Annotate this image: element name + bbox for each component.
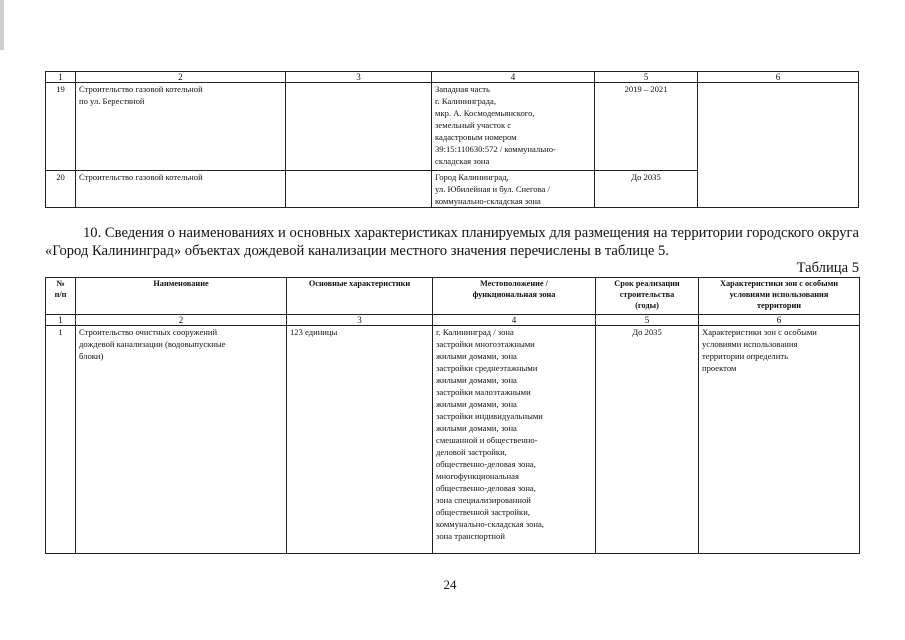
- column-number-row: [46, 315, 860, 326]
- column-number: 6: [699, 315, 860, 326]
- object-name: Строительство газовой котельной: [76, 171, 286, 208]
- header-zones: Характеристики зон с особыми условиями использования территории: [699, 278, 860, 315]
- paragraph-10: 10. Сведения о наименованиях и основных характеристиках планируемых для размещения на территории городского округа «Город Калининград» объектах дождевой канализации местного значения перечислены в таблице 5.: [45, 225, 859, 259]
- header-characteristics: Основные характеристики: [287, 278, 433, 315]
- object-term: До 2035: [596, 326, 699, 554]
- object-name: Строительство газовой котельной по ул. Берестяной: [76, 83, 286, 171]
- object-characteristics: [286, 83, 432, 171]
- table-5-caption: Таблица 5: [796, 260, 859, 276]
- column-number: 3: [287, 315, 433, 326]
- column-number: 4: [433, 315, 596, 326]
- object-characteristics: [286, 171, 432, 208]
- table-header-row: [46, 278, 860, 315]
- column-number: 1: [46, 72, 76, 83]
- row-number: 20: [46, 171, 76, 208]
- object-characteristics: 123 единицы: [287, 326, 433, 554]
- object-zones: Характеристики зон с особыми условиями использования территории определить проектом: [699, 326, 860, 554]
- column-number: 5: [596, 315, 699, 326]
- object-location: Город Калининград, ул. Юбилейная и бул. Снегова / коммунально-складская зона: [432, 171, 595, 208]
- header-number: № п/п: [46, 278, 76, 315]
- header-name: Наименование: [76, 278, 287, 315]
- object-zones: [698, 83, 859, 208]
- table-row: [46, 83, 859, 171]
- row-number: 19: [46, 83, 76, 171]
- column-number-row: [46, 72, 859, 83]
- object-term: До 2035: [595, 171, 698, 208]
- column-number: 1: [46, 315, 76, 326]
- object-location: г. Калининград / зона застройки многоэтажными жилыми домами, зона застройки среднеэтажными жилыми домами, зона застройки малоэтажными жилыми домами, зона застройки индивидуальными жилыми домами, зона смешанной и общественно- деловой застройки, общественно-деловая зона, многофункциональная общественно-деловая зона, зона специализированной общественной застройки, коммунально-складская зона, зона транспортной: [433, 326, 596, 554]
- object-name: Строительство очистных сооружений дождевой канализации (водовыпускные блоки): [76, 326, 287, 554]
- column-number: 4: [432, 72, 595, 83]
- column-number: 2: [76, 315, 287, 326]
- header-location: Местоположение / функциональная зона: [433, 278, 596, 315]
- column-number: 2: [76, 72, 286, 83]
- column-number: 6: [698, 72, 859, 83]
- header-term: Срок реализации строительства (годы): [596, 278, 699, 315]
- scan-edge-mark: [0, 0, 4, 50]
- column-number: 3: [286, 72, 432, 83]
- column-number: 5: [595, 72, 698, 83]
- table-5: [45, 277, 860, 554]
- object-term: 2019 – 2021: [595, 83, 698, 171]
- row-number: 1: [46, 326, 76, 554]
- page-number: 24: [443, 577, 457, 592]
- continuation-table: [45, 71, 859, 208]
- table-row: [46, 326, 860, 554]
- object-location: Западная часть г. Калининграда, мкр. А. Космодемьянского, земельный участок с кадастровым номером 39:15:110630:572 / коммунально- складская зона: [432, 83, 595, 171]
